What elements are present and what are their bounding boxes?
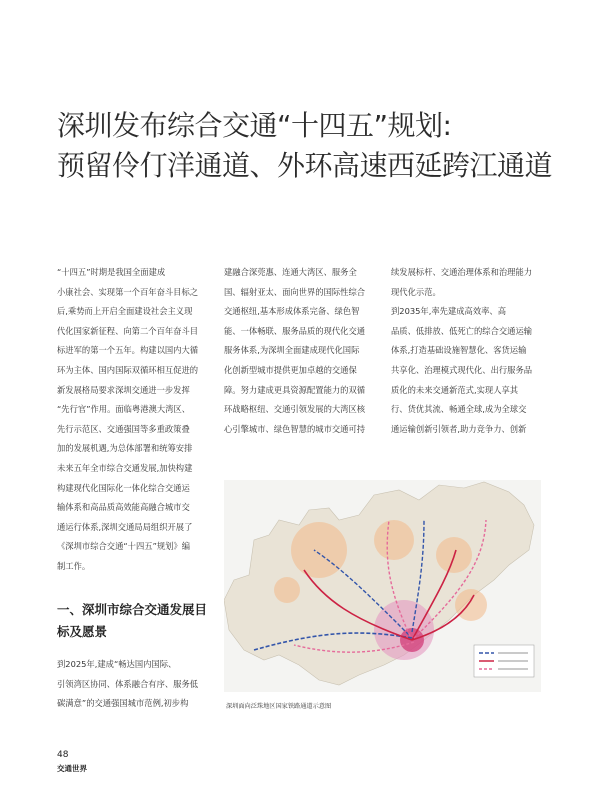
title-line-1: 深圳发布综合交通“十四五”规划:: [57, 109, 452, 142]
paragraph-intro: “十四五”时期是我国全面建成 小康社会、实现第一个百年奋斗目标之 后,乘势而上开启全面建设社会主义现 代化国家新征程、向第二个百年奋斗目 标进军的第一个五年。构建以国内大循 环为主体、国内国际双循环相互促进的 新发展格局要求深圳交通进一步发挥 “先行官”作用。面临粤港澳大湾区、 先行示范区、交通强国等多重政策叠 加的发展机遇,为总体部署和统筹安排 未来五年全市综合交通发展,加快构建 构建现代化国际化一体化综合交通运 输体系和高品质高效能高融合城市交 通运行体系,深圳交通局局组织开展了 《深圳市综合交通“十四五”规划》编 制工作。: [57, 267, 199, 571]
section-heading: 一、深圳市综合交通发展目 标及愿景: [57, 602, 208, 639]
paragraph-continued: 建融合深莞惠、连通大湾区、服务全 国、辐射亚太、面向世界的国际性综合 交通枢纽,基本形成体系完备、绿色智 能、一体畅联、服务品质的现代化交通 服务体系,为深圳全面建成现代化国际 化创新型城市提供更加卓越的交通保 障。努力建成更具资源配置能力的双循 环战略枢纽、交通引领发展的大湾区核 心引擎城市、绿色智慧的城市交通可持: [224, 267, 366, 434]
hub-nanchang: [374, 520, 414, 560]
body-column-3: [391, 263, 541, 439]
body-column-1: [57, 263, 209, 577]
map-graphic: [224, 480, 541, 692]
article-title: [57, 106, 557, 186]
hub-guilin: [274, 577, 300, 603]
hub-changsha: [291, 522, 347, 578]
hub-xiamen: [455, 589, 487, 621]
title-line-2: 预留伶仃洋通道、外环高速西延跨江通道: [57, 149, 553, 182]
paragraph-2035: 续发展标杆、交通治理体系和治理能力 现代化示范。 到2035年,率先建成高效率、高 品质、低排放、低死亡的综合交通运输 体系,打造基础设施智慧化、客货运输 共享化、治理模式现代化、出行服务品 质化的未来交通新范式,实现人享其 行、货优其流、畅通全球,成为全球交 通运输创新引领者,助力竞争力、创新: [391, 267, 533, 434]
figure-caption: 深圳面向泛珠地区国家铁路通道示意图: [226, 703, 332, 710]
magazine-logo: 交通世界: [57, 764, 87, 773]
railway-corridor-map: [224, 480, 541, 692]
page-number: 48: [57, 750, 69, 760]
body-column-2: [224, 263, 374, 439]
paragraph-2025: 到2025年,建成“畅达国内国际、 引领湾区协同、体系融合有序、服务低 碳满意”的交通强国城市范例,初步构: [57, 659, 199, 709]
